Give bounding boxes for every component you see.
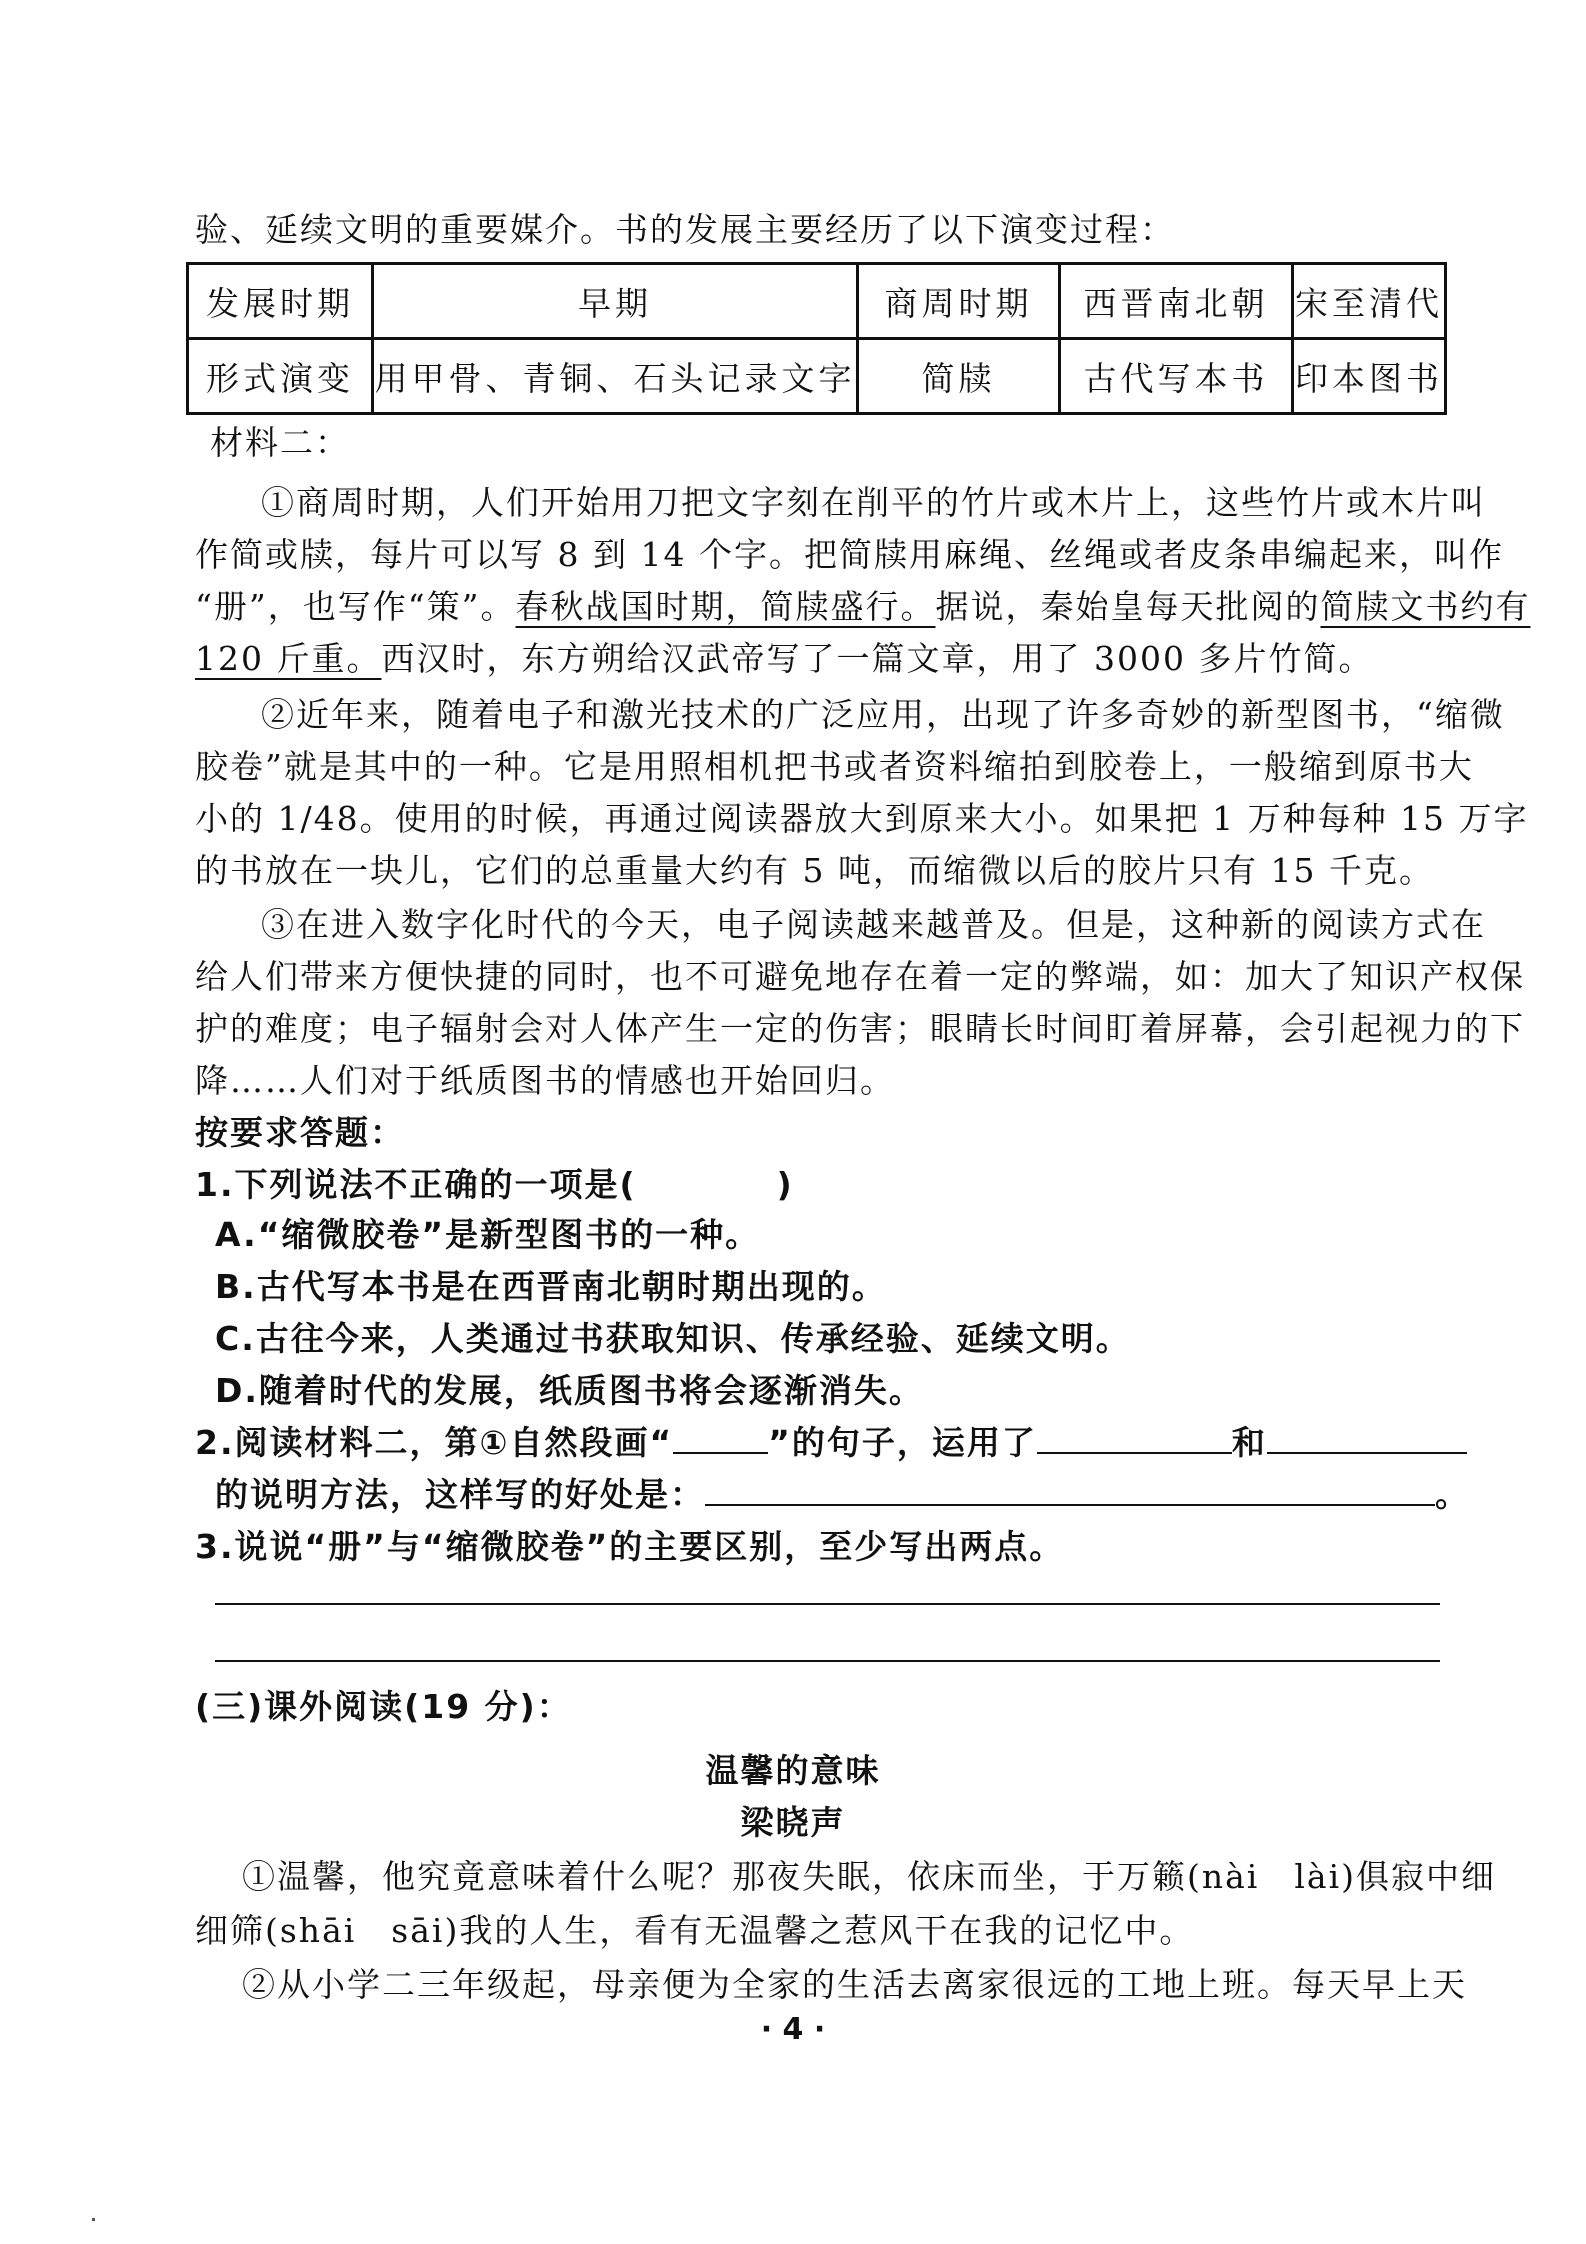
text-segment: 的说明方法，这样写的好处是：	[215, 1475, 705, 1514]
text-segment: ”的句子，运用了	[768, 1423, 1037, 1462]
q1-option-b: B.古代写本书是在西晋南北朝时期出现的。	[215, 1267, 887, 1306]
material2-p3-line4: 降……人们对于纸质图书的情感也开始回归。	[195, 1061, 895, 1100]
text-segment: 。	[1435, 1475, 1470, 1514]
page-number: · 4 ·	[760, 2012, 826, 2047]
answer-blank[interactable]	[673, 1418, 768, 1454]
table-row	[188, 264, 1446, 339]
article-p1-line2: 细筛(shāi sāi)我的人生，看有无温馨之惹风干在我的记忆中。	[195, 1911, 1195, 1950]
material2-p2-line2: 胶卷”就是其中的一种。它是用照相机把书或者资料缩拍到胶卷上，一般缩到原书大	[195, 747, 1474, 786]
table-cell: 用甲骨、青铜、石头记录文字	[373, 339, 858, 414]
q1-option-d: D.随着时代的发展，纸质图书将会逐渐消失。	[215, 1371, 924, 1410]
question-3: 3.说说“册”与“缩微胶卷”的主要区别，至少写出两点。	[195, 1527, 1065, 1566]
answer-blank[interactable]	[1037, 1418, 1232, 1454]
table-cell: 印本图书	[1293, 339, 1446, 414]
text-segment: 和	[1231, 1423, 1267, 1462]
answer-line[interactable]	[215, 1603, 1440, 1605]
table-cell: 形式演变	[188, 339, 373, 414]
table-cell: 早期	[373, 264, 858, 339]
material2-p3-line1: ③在进入数字化时代的今天，电子阅读越来越普及。但是，这种新的阅读方式在	[261, 905, 1486, 944]
answer-blank[interactable]	[705, 1470, 1435, 1506]
article-author: 梁晓声	[740, 1803, 846, 1842]
question-2-line2	[215, 1470, 1470, 1520]
article-p2-line1: ②从小学二三年级起，母亲便为全家的生活去离家很远的工地上班。每天早上天	[242, 1965, 1467, 2004]
material2-p1-line2: 作简或牍，每片可以写 8 到 14 个字。把简牍用麻绳、丝绳或者皮条串编起来，叫作	[195, 535, 1504, 574]
material2-p2-line4: 的书放在一块儿，它们的总重量大约有 5 吨，而缩微以后的胶片只有 15 千克。	[195, 851, 1434, 890]
table-cell: 西晋南北朝	[1060, 264, 1293, 339]
intro-line: 验、延续文明的重要媒介。书的发展主要经历了以下演变过程：	[195, 210, 1175, 249]
q1-option-c: C.古往今来，人类通过书获取知识、传承经验、延续文明。	[215, 1319, 1131, 1358]
questions-heading: 按要求答题：	[195, 1113, 405, 1152]
underlined-sentence: 简牍文书约有	[1320, 587, 1531, 626]
table-cell: 商周时期	[858, 264, 1060, 339]
material2-p2-line3: 小的 1/48。使用的时候，再通过阅读器放大到原来大小。如果把 1 万种每种 15 万字	[195, 799, 1529, 838]
text-segment: “册”，也写作“策”。	[195, 587, 516, 626]
question-1: 1.下列说法不正确的一项是( )	[195, 1165, 794, 1204]
scan-speck	[92, 2218, 95, 2221]
material2-p1-line3	[195, 582, 1531, 632]
material2-p2-line1: ②近年来，随着电子和激光技术的广泛应用，出现了许多奇妙的新型图书，“缩微	[261, 695, 1505, 734]
text-segment: 西汉时，东方朔给汉武帝写了一篇文章，用了 3000 多片竹简。	[381, 639, 1374, 678]
article-title: 温馨的意味	[705, 1751, 881, 1790]
material2-p3-line3: 护的难度；电子辐射会对人体产生一定的伤害；眼睛长时间盯着屏幕，会引起视力的下	[195, 1009, 1525, 1048]
section3-heading: (三)课外阅读(19 分)：	[195, 1687, 572, 1726]
table-cell: 发展时期	[188, 264, 373, 339]
question-2-line1	[195, 1418, 1445, 1468]
book-evolution-table	[186, 262, 1447, 415]
text-segment: 据说，秦始皇每天批阅的	[935, 587, 1321, 626]
answer-line[interactable]	[215, 1660, 1440, 1662]
underlined-sentence: 120 斤重。	[195, 639, 382, 678]
table-cell: 宋至清代	[1293, 264, 1446, 339]
text-segment: 2.阅读材料二，第①自然段画“	[195, 1423, 674, 1462]
material2-p3-line2: 给人们带来方便快捷的同时，也不可避免地存在着一定的弊端，如：加大了知识产权保	[195, 957, 1525, 996]
table-cell: 古代写本书	[1060, 339, 1293, 414]
table-cell: 简牍	[858, 339, 1060, 414]
article-p1-line1: ①温馨，他究竟意味着什么呢？那夜失眠，依床而坐，于万籁(nài lài)俱寂中细	[242, 1857, 1497, 1896]
underlined-sentence: 春秋战国时期，简牍盛行。	[515, 587, 936, 626]
answer-blank[interactable]	[1267, 1418, 1467, 1454]
material2-p1-line1: ①商周时期，人们开始用刀把文字刻在削平的竹片或木片上，这些竹片或木片叫	[261, 483, 1486, 522]
q1-option-a: A.“缩微胶卷”是新型图书的一种。	[215, 1215, 761, 1254]
table-row	[188, 339, 1446, 414]
material2-heading: 材料二：	[210, 423, 350, 462]
material2-p1-line4	[195, 634, 1445, 684]
